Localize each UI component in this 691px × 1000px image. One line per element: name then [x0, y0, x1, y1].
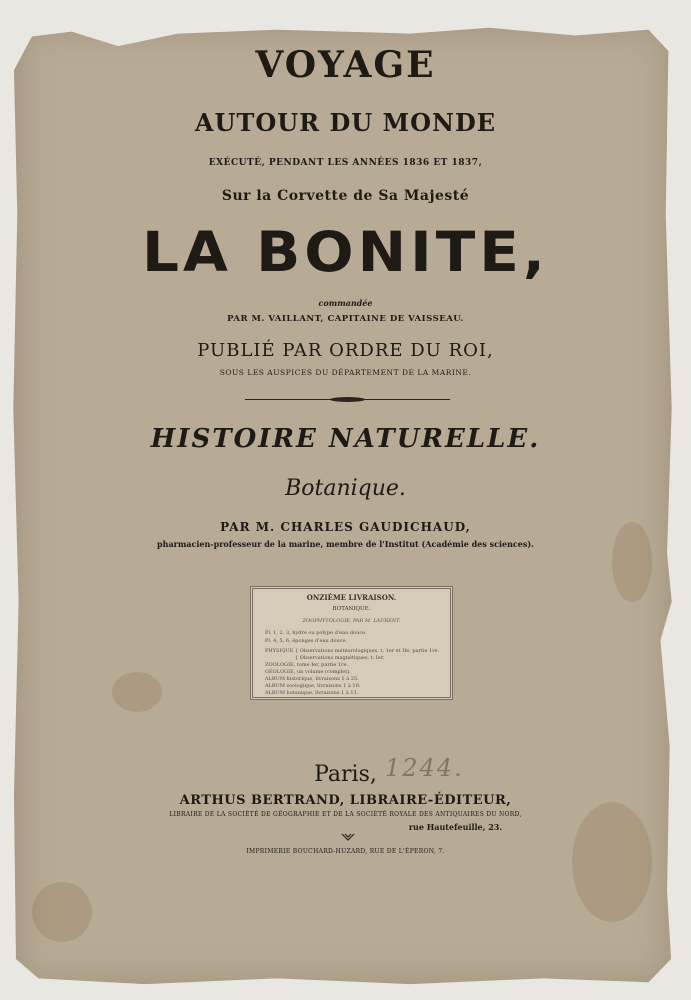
imprint-address: rue Hautefeuille, 23. — [408, 822, 503, 832]
label-row: GÉOLOGIE, un volume (complet). — [265, 669, 351, 675]
label-title: ONZIÈME LIVRAISON. — [306, 593, 397, 602]
label-zoo: ZOOPHYTOLOGIE, PAR M. LAURENT. — [302, 618, 401, 624]
label-row: ALBUM botanique, livraisons 1 à 11. — [265, 690, 359, 696]
label-row: Pl. 1, 2, 3, hydre ou polype d'eau douce. — [265, 630, 367, 636]
imprint-paris: Paris, — [314, 762, 377, 787]
label-row: ALBUM zoologique, livraisons 1 à 10. — [265, 683, 361, 689]
publie-line: PUBLIÉ PAR ORDRE DU ROI, — [197, 340, 494, 361]
imprint-publisher: ARTHUS BERTRAND, LIBRAIRE-ÉDITEUR, — [179, 793, 512, 808]
section-histoire: HISTOIRE NATURELLE. — [150, 424, 541, 454]
title-autour: AUTOUR DU MONDE — [194, 108, 497, 137]
label-row: PHYSIQUE { Observations météorologiques, t. 1er et IIe, partie 1re. — [265, 648, 440, 654]
corvette-line: Sur la Corvette de Sa Majesté — [221, 188, 470, 204]
imprint-libraire: LIBRAIRE DE LA SOCIÉTÉ DE GÉOGRAPHIE ET DE LA SOCIÉTÉ ROYALE DES ANTIQUAIRES DU NORD, — [169, 811, 522, 818]
handwritten-number: 1244. — [385, 754, 464, 782]
imprint-printer: IMPRIMERIE BOUCHARD-HUZARD, RUE DE L'ÉPERON, 7. — [246, 848, 445, 855]
label-row: ZOOLOGIE, tome Ier, partie 1re. — [265, 662, 349, 668]
auspices-line: SOUS LES AUSPICES DU DÉPARTEMENT DE LA MARINE. — [219, 368, 472, 377]
author-line: PAR M. CHARLES GAUDICHAUD, — [220, 520, 471, 534]
vaillant-line: PAR M. VAILLANT, CAPITAINE DE VAISSEAU. — [227, 314, 464, 324]
title-bonite: LA BONITE, — [142, 219, 549, 285]
label-subtitle: BOTANIQUE. — [332, 606, 371, 612]
divider-ornament — [330, 397, 365, 402]
label-row: ALBUM historique, livraisons 1 à 25. — [265, 676, 359, 682]
label-row: Pl. 4, 5, 6, éponges d'eau douce. — [265, 638, 348, 644]
section-botanique: Botanique. — [285, 476, 406, 501]
label-row: { Observations magnétiques, t. Ier. — [295, 655, 385, 661]
livraison-label — [250, 586, 453, 700]
execute-line: EXÉCUTÉ, PENDANT LES ANNÉES 1836 ET 1837, — [208, 158, 483, 168]
commandee-line: commandée — [318, 298, 373, 308]
author-title: pharmacien-professeur de la marine, membre de l'Institut (Académie des sciences). — [157, 539, 534, 549]
title-voyage: VOYAGE — [255, 44, 436, 86]
ornament-icon — [341, 832, 355, 841]
